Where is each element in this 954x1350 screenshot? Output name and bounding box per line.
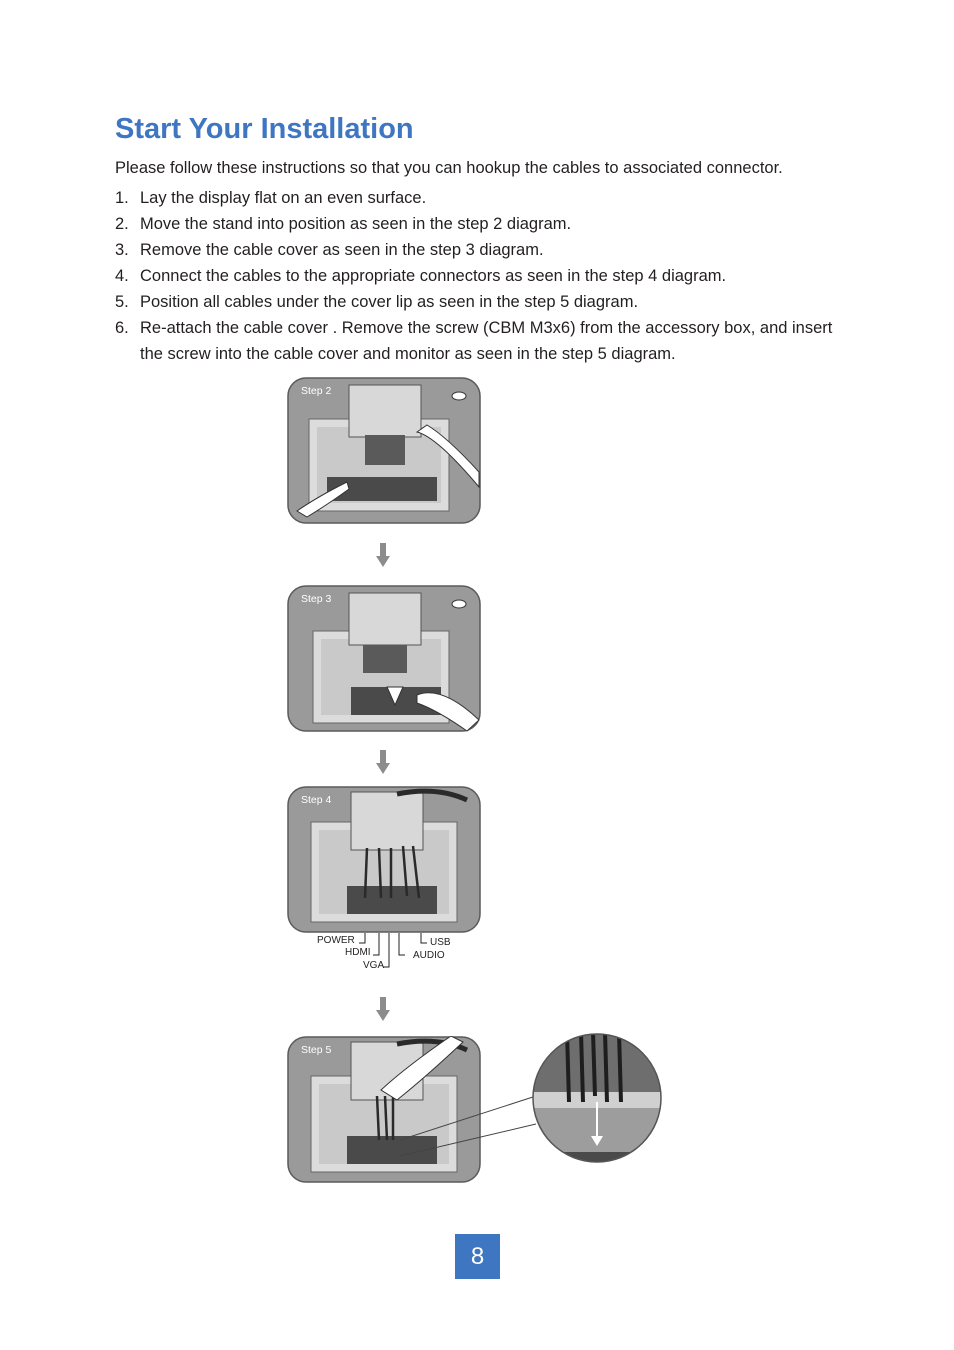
step-number: 4. (115, 267, 129, 285)
zoom-callout-lines (400, 1090, 540, 1160)
arrow-down-icon (376, 543, 390, 567)
list-item (115, 211, 855, 237)
instruction-list (115, 185, 855, 367)
step3-label: Step 3 (301, 593, 332, 605)
step-text: Lay the display flat on an even surface. (140, 189, 427, 207)
arrow-down-icon (376, 750, 390, 774)
label-vga: VGA (363, 960, 385, 971)
step-number: 1. (115, 189, 129, 207)
step-text: Position all cables under the cover lip as seen in the step 5 diagram. (140, 293, 639, 311)
page-title: Start Your Installation (115, 113, 414, 145)
arrow-down-icon (376, 997, 390, 1021)
label-audio: AUDIO (413, 950, 445, 961)
step-text: Remove the cable cover as seen in the step 3 diagram. (140, 241, 544, 259)
step2-label: Step 2 (301, 385, 332, 397)
step2-diagram (287, 377, 481, 524)
step-number: 2. (115, 215, 129, 233)
list-item (115, 185, 855, 211)
step4-diagram (287, 786, 481, 933)
step5-label: Step 5 (301, 1044, 332, 1056)
step-number: 6. (115, 319, 129, 337)
intro-text: Please follow these instructions so that you can hookup the cables to associated connector. (115, 159, 783, 177)
list-item (115, 289, 855, 315)
label-usb: USB (430, 937, 451, 948)
page-number: 8 (455, 1234, 500, 1279)
step-text: Re-attach the cable cover . Remove the screw (CBM M3x6) from the accessory box, and insert the screw into the cable cover and monitor as seen in the step 5 diagram. (140, 319, 833, 363)
step4-illustration (287, 786, 481, 933)
list-item (115, 315, 855, 367)
zoom-detail-illustration (531, 1032, 663, 1164)
list-item (115, 263, 855, 289)
step3-illustration (287, 585, 481, 732)
step4-label: Step 4 (301, 794, 332, 806)
label-hdmi: HDMI (345, 947, 371, 958)
step-text: Move the stand into position as seen in the step 2 diagram. (140, 215, 572, 233)
step-number: 3. (115, 241, 129, 259)
list-item (115, 237, 855, 263)
step3-diagram (287, 585, 481, 732)
label-power: POWER (317, 935, 355, 946)
step-text: Connect the cables to the appropriate connectors as seen in the step 4 diagram. (140, 267, 727, 285)
step2-illustration (287, 377, 481, 524)
step-number: 5. (115, 293, 129, 311)
